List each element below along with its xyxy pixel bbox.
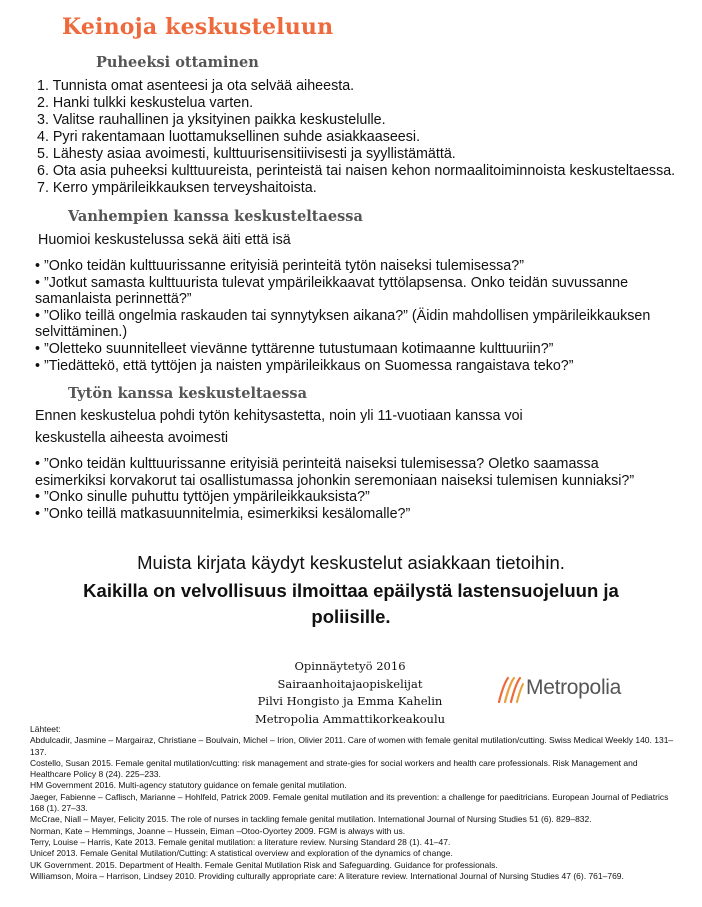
section-heading-puheeksi: Puheeksi ottaminen	[96, 54, 259, 71]
thesis-info	[240, 658, 460, 728]
list-item: 7. Kerro ympärileikkauksen terveyshaitoista.	[37, 180, 317, 196]
reference-item: Norman, Kate – Hemmings, Joanne – Hussein, Eiman –Otoo-Oyortey 2009. FGM is always with us.	[30, 825, 406, 836]
reference-item: Abdulcadir, Jasmine – Margairaz, Christiane – Boulvain, Michel – Irion, Olivier 2011. Care of women with female genital mutilation/cutting. Swiss Medical Weekly 140. 131–137.	[30, 735, 674, 757]
list-item: • ”Jotkut samasta kulttuurista tulevat ympärileikkaavat tyttölapsensa. Onko teidän suvussanne samanlaista perinnettä?”	[35, 274, 629, 308]
reference-item: Costello, Susan 2015. Female genital mutilation/cutting: risk management and strate-gies for social workers and health care professionals. Risk Management and Healthcare Policy 8 (24). 225–233.	[30, 757, 638, 780]
reference-item: McCrae, Niall – Mayer, Felicity 2015. The role of nurses in tackling female genital mutilation. International Journal of Nursing Studies 51 (6). 829–832.	[30, 814, 592, 825]
reminder-obligation-line2: poliisille.	[311, 606, 391, 627]
girl-questions-list	[35, 456, 655, 522]
list-item: • ”Oletteko suunnitelleet vievänne tyttärenne tutustumaan kotimaanne kulttuuriin?”	[35, 340, 554, 357]
section-heading-tyton: Tytön kanssa keskusteltaessa	[68, 385, 307, 402]
reference-item: Jaeger, Fabienne – Caflisch, Marianne – Hohlfeld, Patrick 2009. Female genital mutilation and its prevention: a challenge for paeditricians. European Journal of Pediatrics 168 (1). 27–33.	[30, 791, 669, 814]
thesis-authors: Pilvi Hongisto ja Emma Kahelin	[257, 694, 443, 708]
reference-item: UK Government. 2015. Department of Health. Female Genital Mutilation Risk and Safeguarding. Guidance for professionals.	[30, 859, 498, 870]
section2-intro: Huomioi keskustelussa sekä äiti että isä	[38, 232, 291, 248]
references	[30, 724, 680, 882]
section-heading-vanhempien: Vanhempien kanssa keskusteltaessa	[68, 208, 363, 225]
reference-item: Williamson, Moira – Harrison, Lindsey 2010. Providing culturally appropriate care: A literature review. International Journal of Nursing Studies 47 (6). 761–769.	[30, 870, 624, 881]
reminder-record: Muista kirjata käydyt keskustelut asiakkaan tietoihin.	[137, 552, 565, 573]
reference-item: HM Government 2016. Multi-agency statutory guidance on female genital mutilation.	[30, 780, 347, 791]
list-item: 1. Tunnista omat asenteesi ja ota selvää aiheesta.	[37, 78, 355, 94]
thesis-school: Metropolia Ammattikorkeakoulu	[254, 711, 446, 726]
list-item: 3. Valitse rauhallinen ja yksityinen paikka keskustelulle.	[37, 112, 386, 128]
references-heading: Lähteet:	[30, 724, 61, 734]
metropolia-mark-icon	[496, 672, 526, 706]
list-item: • ”Onko teidän kulttuurissanne erityisiä perinteitä tytön naiseksi tulemisessa?”	[35, 258, 524, 274]
list-item: • ”Onko teillä matkasuunnitelmia, esimerkiksi kesälomalle?”	[35, 505, 411, 522]
metropolia-logo	[496, 672, 646, 708]
reference-item: Terry, Louise – Harris, Kate 2013. Female genital mutilation: a literature review. Nursing Standard 28 (1). 41–47.	[30, 836, 451, 847]
list-item: • ”Onko teidän kulttuurissanne erityisiä perinteitä naiseksi tulemisessa? Oletko saamassa esimerkiksi korvakorut tai osallistumassa johonkin seremoniaan naiseksi tulemisen kunniaksi?”	[35, 456, 635, 489]
reminder-obligation-line1: Kaikilla on velvollisuus ilmoittaa epäilystä lastensuojeluun ja	[83, 580, 619, 601]
list-item: • ”Oliko teillä ongelmia raskauden tai synnytyksen aikana?” (Äidin mahdollisen ympärileikkauksen selvittäminen.)	[35, 307, 651, 341]
reference-item: Unicef 2013. Female Genital Mutilation/Cutting: A statistical overview and exploration of the dynamics of change.	[30, 848, 453, 859]
section3-intro-line2: keskustella aiheesta avoimesti	[35, 430, 229, 446]
page-title: Keinoja keskusteluun	[62, 14, 334, 40]
list-item: 2. Hanki tulkki keskustelua varten.	[37, 95, 254, 111]
metropolia-logo-text: Metropolia	[526, 676, 622, 699]
section3-intro-line1: Ennen keskustelua pohdi tytön kehitysastetta, noin yli 11-vuotiaan kanssa voi	[35, 408, 523, 424]
list-item: 6. Ota asia puheeksi kulttuureista, perinteistä tai naisen kehon normaalitoiminnoista keskusteltaessa.	[37, 163, 676, 179]
list-item: • ”Tiedättekö, että tyttöjen ja naisten ympärileikkaus on Suomessa rangaistava teko?”	[35, 357, 574, 374]
list-item: 5. Lähesty asiaa avoimesti, kulttuurisensitiivisesti ja syyllistämättä.	[37, 146, 456, 162]
parent-questions-list	[35, 258, 675, 374]
list-item: 4. Pyri rakentamaan luottamuksellinen suhde asiakkaaseesi.	[37, 129, 421, 145]
list-item: • ”Onko sinulle puhuttu tyttöjen ympärileikkauksista?”	[35, 489, 370, 506]
steps-list	[37, 78, 675, 197]
thesis-program: Sairaanhoitajaopiskelijat	[277, 676, 423, 691]
thesis-year: Opinnäytetyö 2016	[294, 659, 406, 673]
